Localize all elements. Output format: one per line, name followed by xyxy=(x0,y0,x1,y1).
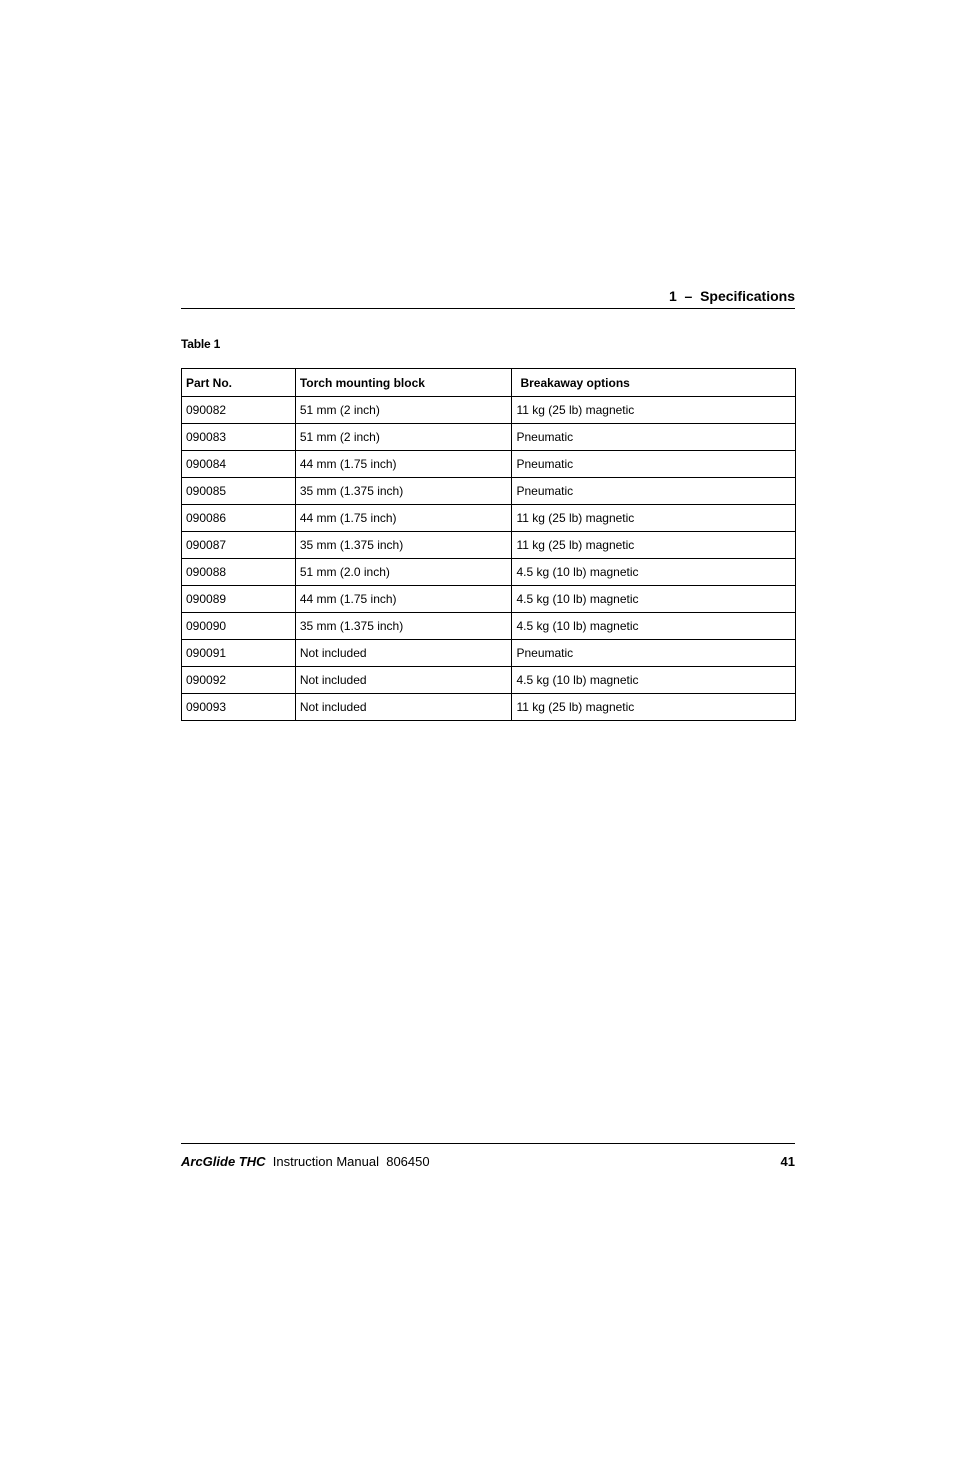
manual-number: 806450 xyxy=(386,1154,430,1169)
table-row xyxy=(182,667,796,694)
column-header-breakaway-options: Breakaway options xyxy=(512,369,796,397)
footer-document-info xyxy=(181,1154,430,1169)
cell-part-no: 090082 xyxy=(182,397,296,424)
table-row xyxy=(182,586,796,613)
cell-torch-mounting-block: 44 mm (1.75 inch) xyxy=(295,451,512,478)
section-title: 1 – Specifications xyxy=(668,288,795,304)
table-row xyxy=(182,613,796,640)
cell-torch-mounting-block: 51 mm (2.0 inch) xyxy=(295,559,512,586)
column-header-part-no: Part No. xyxy=(182,369,296,397)
cell-torch-mounting-block: Not included xyxy=(295,640,512,667)
cell-torch-mounting-block: 44 mm (1.75 inch) xyxy=(295,586,512,613)
cell-breakaway-options: 4.5 kg (10 lb) magnetic xyxy=(512,613,796,640)
cell-torch-mounting-block: 51 mm (2 inch) xyxy=(295,397,512,424)
cell-part-no: 090089 xyxy=(182,586,296,613)
table-row xyxy=(182,532,796,559)
cell-breakaway-options: Pneumatic xyxy=(512,451,796,478)
cell-part-no: 090093 xyxy=(182,694,296,721)
table-row xyxy=(182,640,796,667)
cell-breakaway-options: 4.5 kg (10 lb) magnetic xyxy=(512,586,796,613)
cell-torch-mounting-block: Not included xyxy=(295,667,512,694)
cell-breakaway-options: 11 kg (25 lb) magnetic xyxy=(512,532,796,559)
cell-torch-mounting-block: Not included xyxy=(295,694,512,721)
page-header xyxy=(181,288,795,309)
cell-breakaway-options: 4.5 kg (10 lb) magnetic xyxy=(512,559,796,586)
cell-torch-mounting-block: 35 mm (1.375 inch) xyxy=(295,532,512,559)
cell-part-no: 090085 xyxy=(182,478,296,505)
specifications-table xyxy=(181,368,796,721)
cell-part-no: 090088 xyxy=(182,559,296,586)
table-row xyxy=(182,694,796,721)
cell-part-no: 090090 xyxy=(182,613,296,640)
cell-torch-mounting-block: 35 mm (1.375 inch) xyxy=(295,613,512,640)
cell-breakaway-options: 11 kg (25 lb) magnetic xyxy=(512,694,796,721)
cell-breakaway-options: 11 kg (25 lb) magnetic xyxy=(512,397,796,424)
column-header-torch-mounting-block: Torch mounting block xyxy=(295,369,512,397)
cell-part-no: 090091 xyxy=(182,640,296,667)
table-body xyxy=(182,397,796,721)
cell-part-no: 090086 xyxy=(182,505,296,532)
cell-part-no: 090092 xyxy=(182,667,296,694)
table-row xyxy=(182,478,796,505)
cell-breakaway-options: 4.5 kg (10 lb) magnetic xyxy=(512,667,796,694)
table-row xyxy=(182,397,796,424)
page-number: 41 xyxy=(780,1154,795,1169)
cell-torch-mounting-block: 51 mm (2 inch) xyxy=(295,424,512,451)
table-header-row xyxy=(182,369,796,397)
cell-part-no: 090083 xyxy=(182,424,296,451)
table-row xyxy=(182,505,796,532)
table-row xyxy=(182,559,796,586)
cell-breakaway-options: Pneumatic xyxy=(512,478,796,505)
product-name: ArcGlide THC xyxy=(181,1154,266,1169)
cell-torch-mounting-block: 35 mm (1.375 inch) xyxy=(295,478,512,505)
cell-part-no: 090084 xyxy=(182,451,296,478)
table-row xyxy=(182,451,796,478)
manual-label: Instruction Manual xyxy=(272,1154,379,1169)
page-footer xyxy=(181,1143,795,1172)
cell-breakaway-options: Pneumatic xyxy=(512,424,796,451)
cell-breakaway-options: 11 kg (25 lb) magnetic xyxy=(512,505,796,532)
table-caption: Table 1 xyxy=(181,337,221,351)
table-row xyxy=(182,424,796,451)
cell-breakaway-options: Pneumatic xyxy=(512,640,796,667)
cell-torch-mounting-block: 44 mm (1.75 inch) xyxy=(295,505,512,532)
cell-part-no: 090087 xyxy=(182,532,296,559)
